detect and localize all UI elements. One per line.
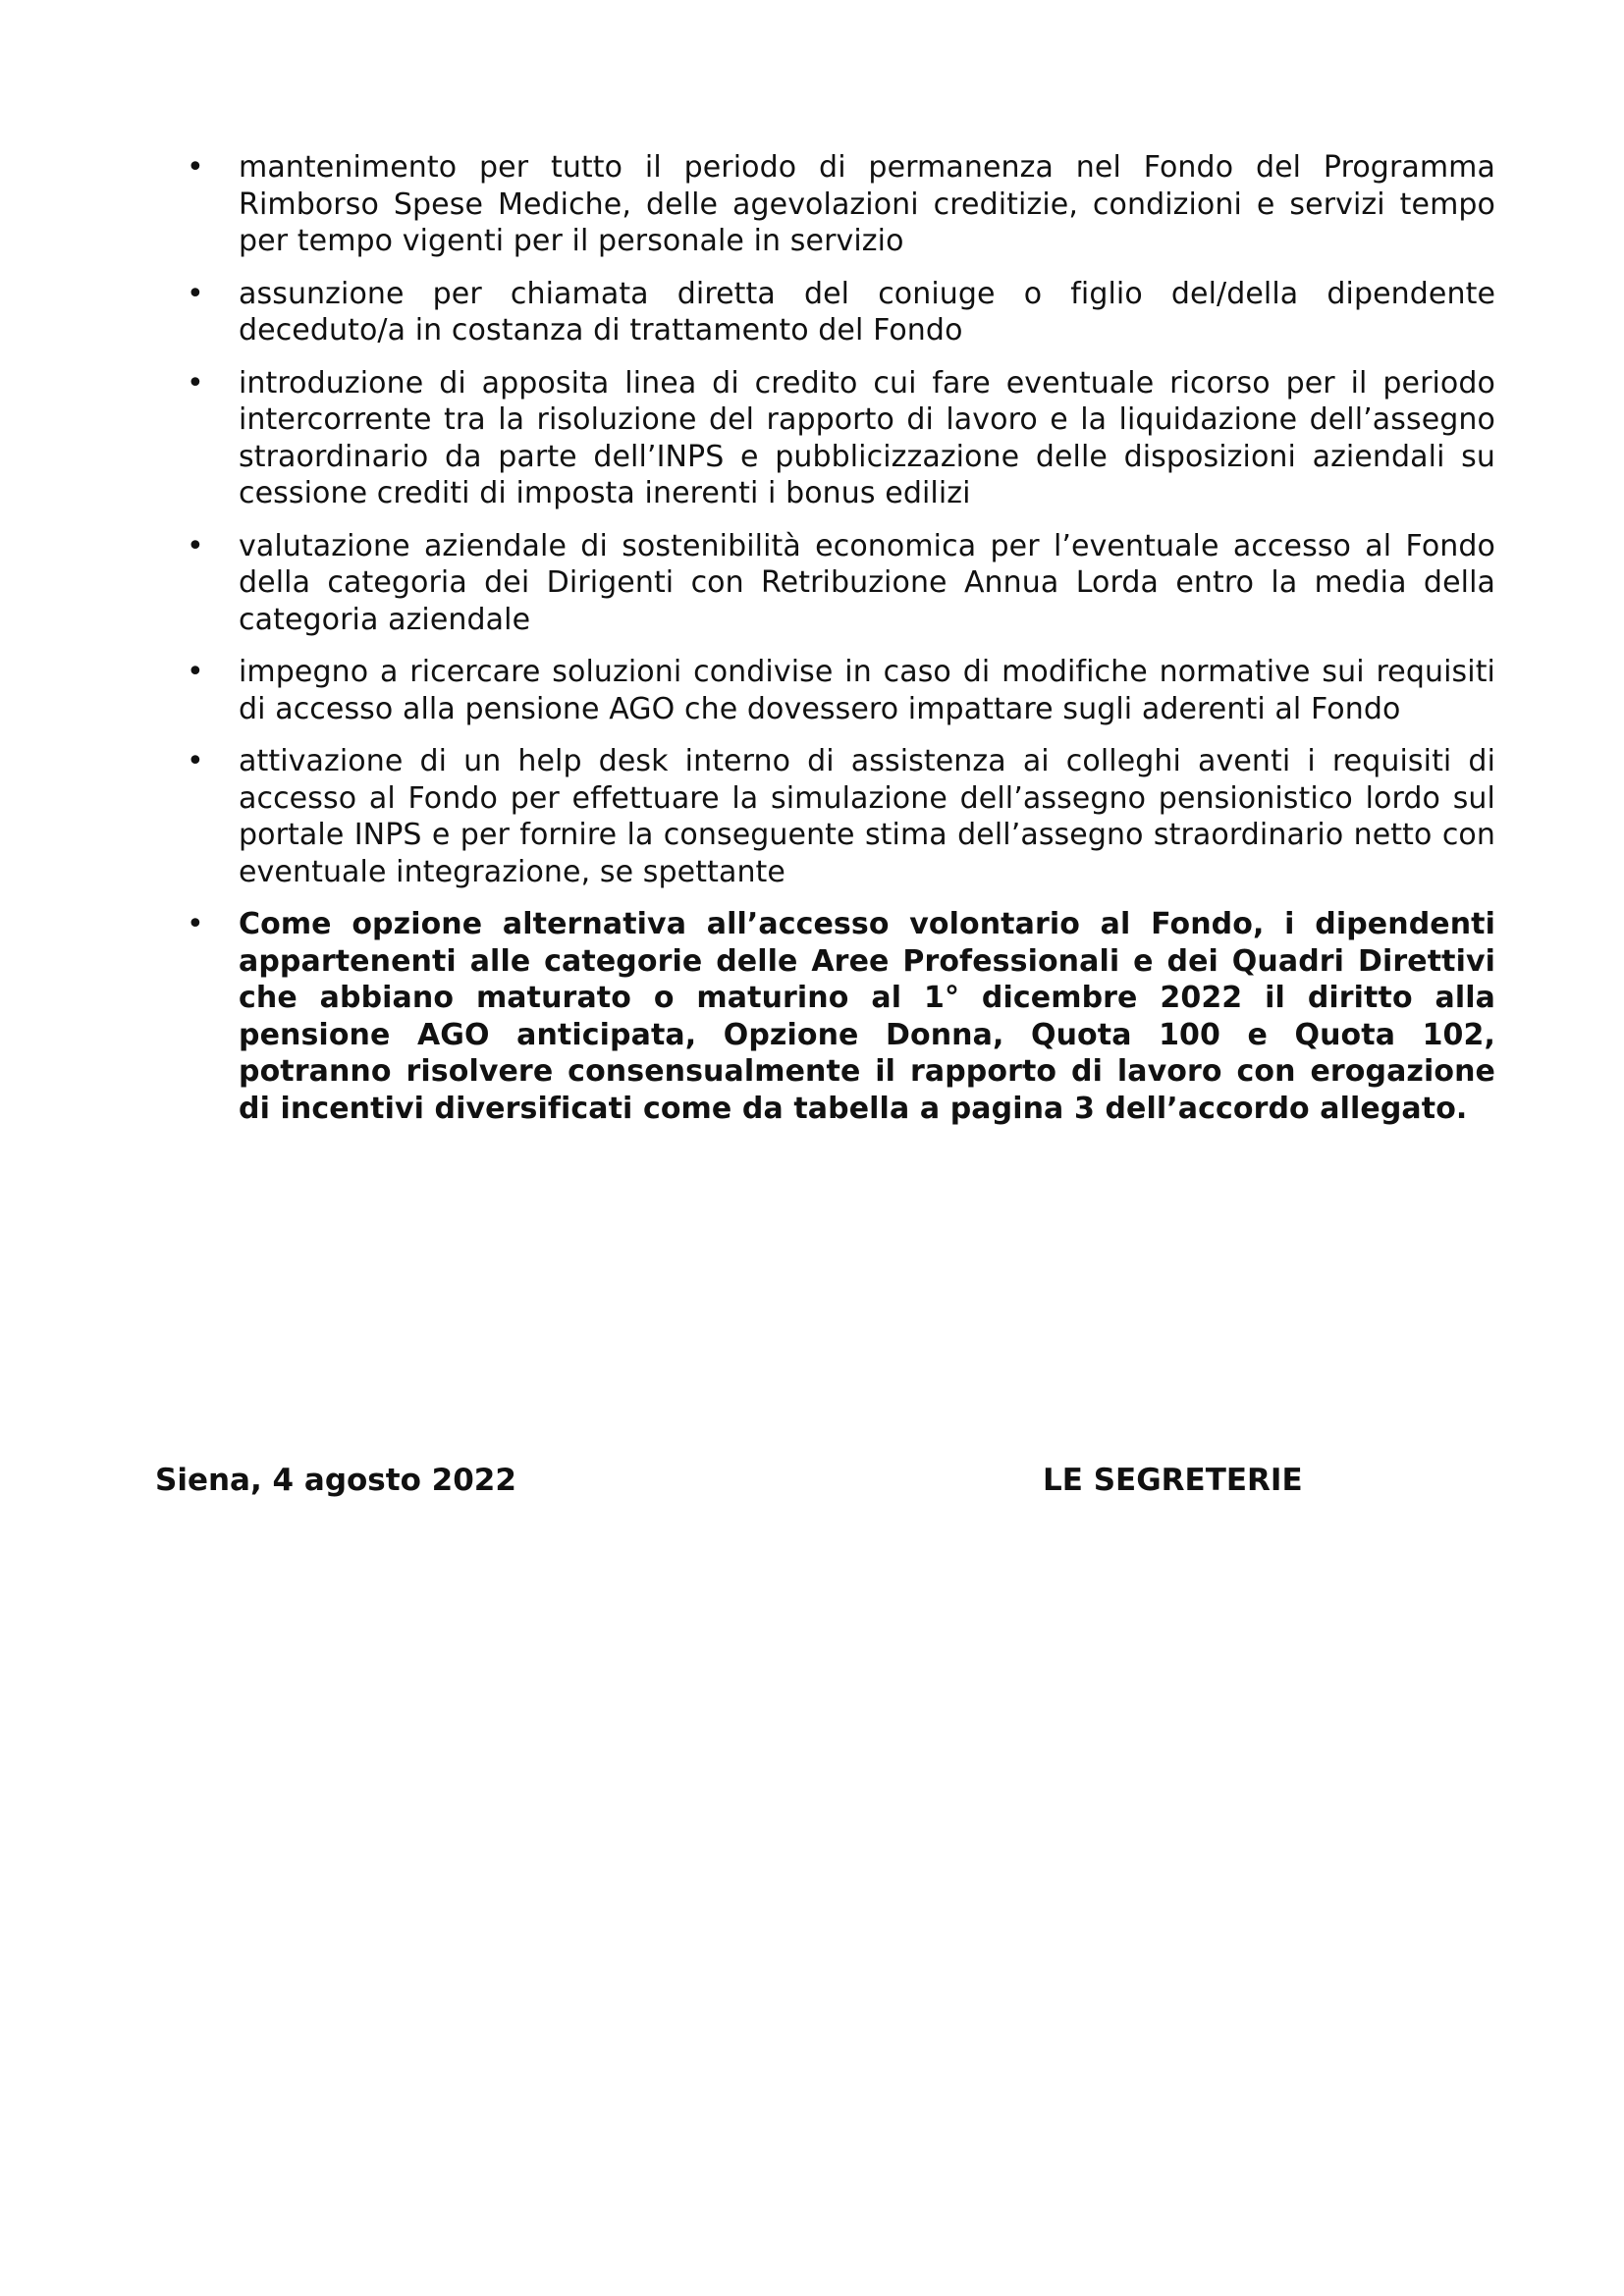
bullet-item (180, 654, 1495, 727)
bullet-icon: • (187, 655, 204, 689)
bullet-icon: • (187, 365, 204, 400)
bullet-item (180, 528, 1495, 639)
bullet-icon: • (187, 528, 204, 563)
bullet-item (180, 276, 1495, 349)
bullet-item (180, 743, 1495, 890)
bullet-text: valutazione aziendale di sostenibilità economica per l’eventuale accesso al Fondo della categoria dei Dirigenti con Retribuzione Annua Lorda entro la media della categoria aziendale (239, 528, 1495, 637)
bullet-list (180, 149, 1495, 1143)
bullet-text: attivazione di un help desk interno di assistenza ai colleghi aventi i requisiti di accesso al Fondo per effettuare la simulazione dell’assegno pensionistico lordo sul portale INPS e per fornire la conseguente stima dell’assegno straordinario netto con eventuale integrazione, se spettante (239, 744, 1495, 889)
bullet-item-highlight (180, 906, 1495, 1127)
bullet-icon: • (187, 276, 204, 311)
signature: LE SEGRETERIE (1043, 1463, 1303, 1498)
bullet-icon: • (187, 907, 204, 941)
place-date: Siena, 4 agosto 2022 (155, 1463, 516, 1498)
bullet-item (180, 149, 1495, 260)
bullet-text: mantenimento per tutto il periodo di permanenza nel Fondo del Programma Rimborso Spese Mediche, delle agevolazioni creditizie, condizioni e servizi tempo per tempo vigenti per il personale in servizio (239, 150, 1495, 258)
bullet-text: Come opzione alternativa all’accesso volontario al Fondo, i dipendenti appartenenti alle categorie delle Aree Professionali e dei Quadri Direttivi che abbiano maturato o maturino al 1° dicembre 2022 il diritto alla pensione AGO anticipata, Opzione Donna, Quota 100 e Quota 102, potranno risolvere consensualmente il rapporto di lavoro con erogazione di incentivi diversificati come da tabella a pagina 3 dell’accordo allegato. (239, 907, 1495, 1126)
bullet-text: assunzione per chiamata diretta del coniuge o figlio del/della dipendente deceduto/a in costanza di trattamento del Fondo (239, 276, 1495, 347)
bullet-item (180, 365, 1495, 512)
bullet-icon: • (187, 744, 204, 778)
bullet-icon: • (187, 150, 204, 185)
bullet-text: impegno a ricercare soluzioni condivise in caso di modifiche normative sui requisiti di accesso alla pensione AGO che dovessero impattare sugli aderenti al Fondo (239, 655, 1495, 726)
bullet-text: introduzione di apposita linea di credito cui fare eventuale ricorso per il periodo intercorrente tra la risoluzione del rapporto di lavoro e la liquidazione dell’assegno straordinario da parte dell’INPS e pubblicizzazione delle disposizioni aziendali su cessione crediti di imposta inerenti i bonus edilizi (239, 365, 1495, 510)
